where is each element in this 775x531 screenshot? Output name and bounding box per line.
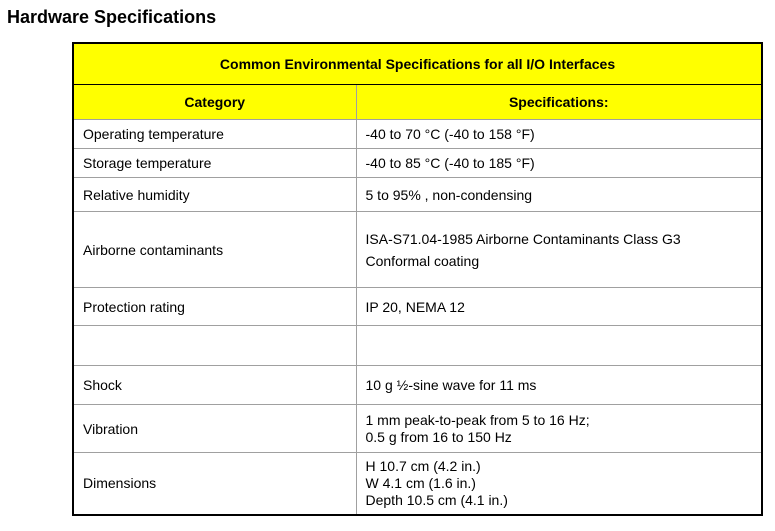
spec-line: W 4.1 cm (1.6 in.)	[365, 474, 476, 491]
table-banner: Common Environmental Specifications for all I/O Interfaces	[73, 43, 762, 85]
spec-cell	[356, 178, 762, 212]
table-row-empty	[73, 326, 762, 366]
page-title: Hardware Specifications	[7, 7, 217, 27]
column-header-specifications: Specifications:	[356, 85, 762, 120]
spec-line: 1 mm peak-to-peak from 5 to 16 Hz;	[365, 411, 590, 428]
spec-cell	[356, 288, 762, 326]
table-row-vibration	[73, 405, 762, 453]
category-cell: Protection rating	[73, 288, 356, 326]
category-cell: Storage temperature	[73, 149, 356, 178]
table-banner-row	[73, 43, 762, 85]
spec-cell	[356, 453, 762, 515]
spec-cell	[356, 120, 762, 149]
spec-line: H 10.7 cm (4.2 in.)	[365, 457, 481, 474]
environmental-spec-table	[72, 42, 763, 516]
spec-line: ISA-S71.04-1985 Airborne Contaminants Class G3	[365, 230, 681, 247]
table-row-dimensions	[73, 453, 762, 515]
category-cell: Dimensions	[73, 453, 356, 515]
spec-cell	[356, 366, 762, 405]
spec-cell	[356, 212, 762, 288]
spec-line: Conformal coating	[365, 252, 480, 269]
category-cell: Shock	[73, 366, 356, 405]
table-header-row	[73, 85, 762, 120]
spec-line: 5 to 95% , non-condensing	[365, 186, 533, 203]
category-cell: Operating temperature	[73, 120, 356, 149]
spec-cell	[356, 149, 762, 178]
category-cell	[73, 326, 356, 366]
table-row-storage-temperature	[73, 149, 762, 178]
spec-line: IP 20, NEMA 12	[365, 298, 465, 315]
spec-line: 0.5 g from 16 to 150 Hz	[365, 428, 512, 445]
spec-line: -40 to 70 °C (-40 to 158 °F)	[365, 126, 535, 142]
spec-cell	[356, 326, 762, 366]
table-row-operating-temperature	[73, 120, 762, 149]
table-row-protection-rating	[73, 288, 762, 326]
category-cell: Vibration	[73, 405, 356, 453]
spec-line: 10 g ½-sine wave for 11 ms	[365, 377, 537, 393]
table-row-airborne-contaminants	[73, 212, 762, 288]
category-cell: Airborne contaminants	[73, 212, 356, 288]
spec-line: -40 to 85 °C (-40 to 185 °F)	[365, 155, 535, 171]
category-cell: Relative humidity	[73, 178, 356, 212]
spec-line: Depth 10.5 cm (4.1 in.)	[365, 491, 508, 508]
spec-cell	[356, 405, 762, 453]
column-header-category: Category	[73, 85, 356, 120]
table-row-shock	[73, 366, 762, 405]
table-row-relative-humidity	[73, 178, 762, 212]
